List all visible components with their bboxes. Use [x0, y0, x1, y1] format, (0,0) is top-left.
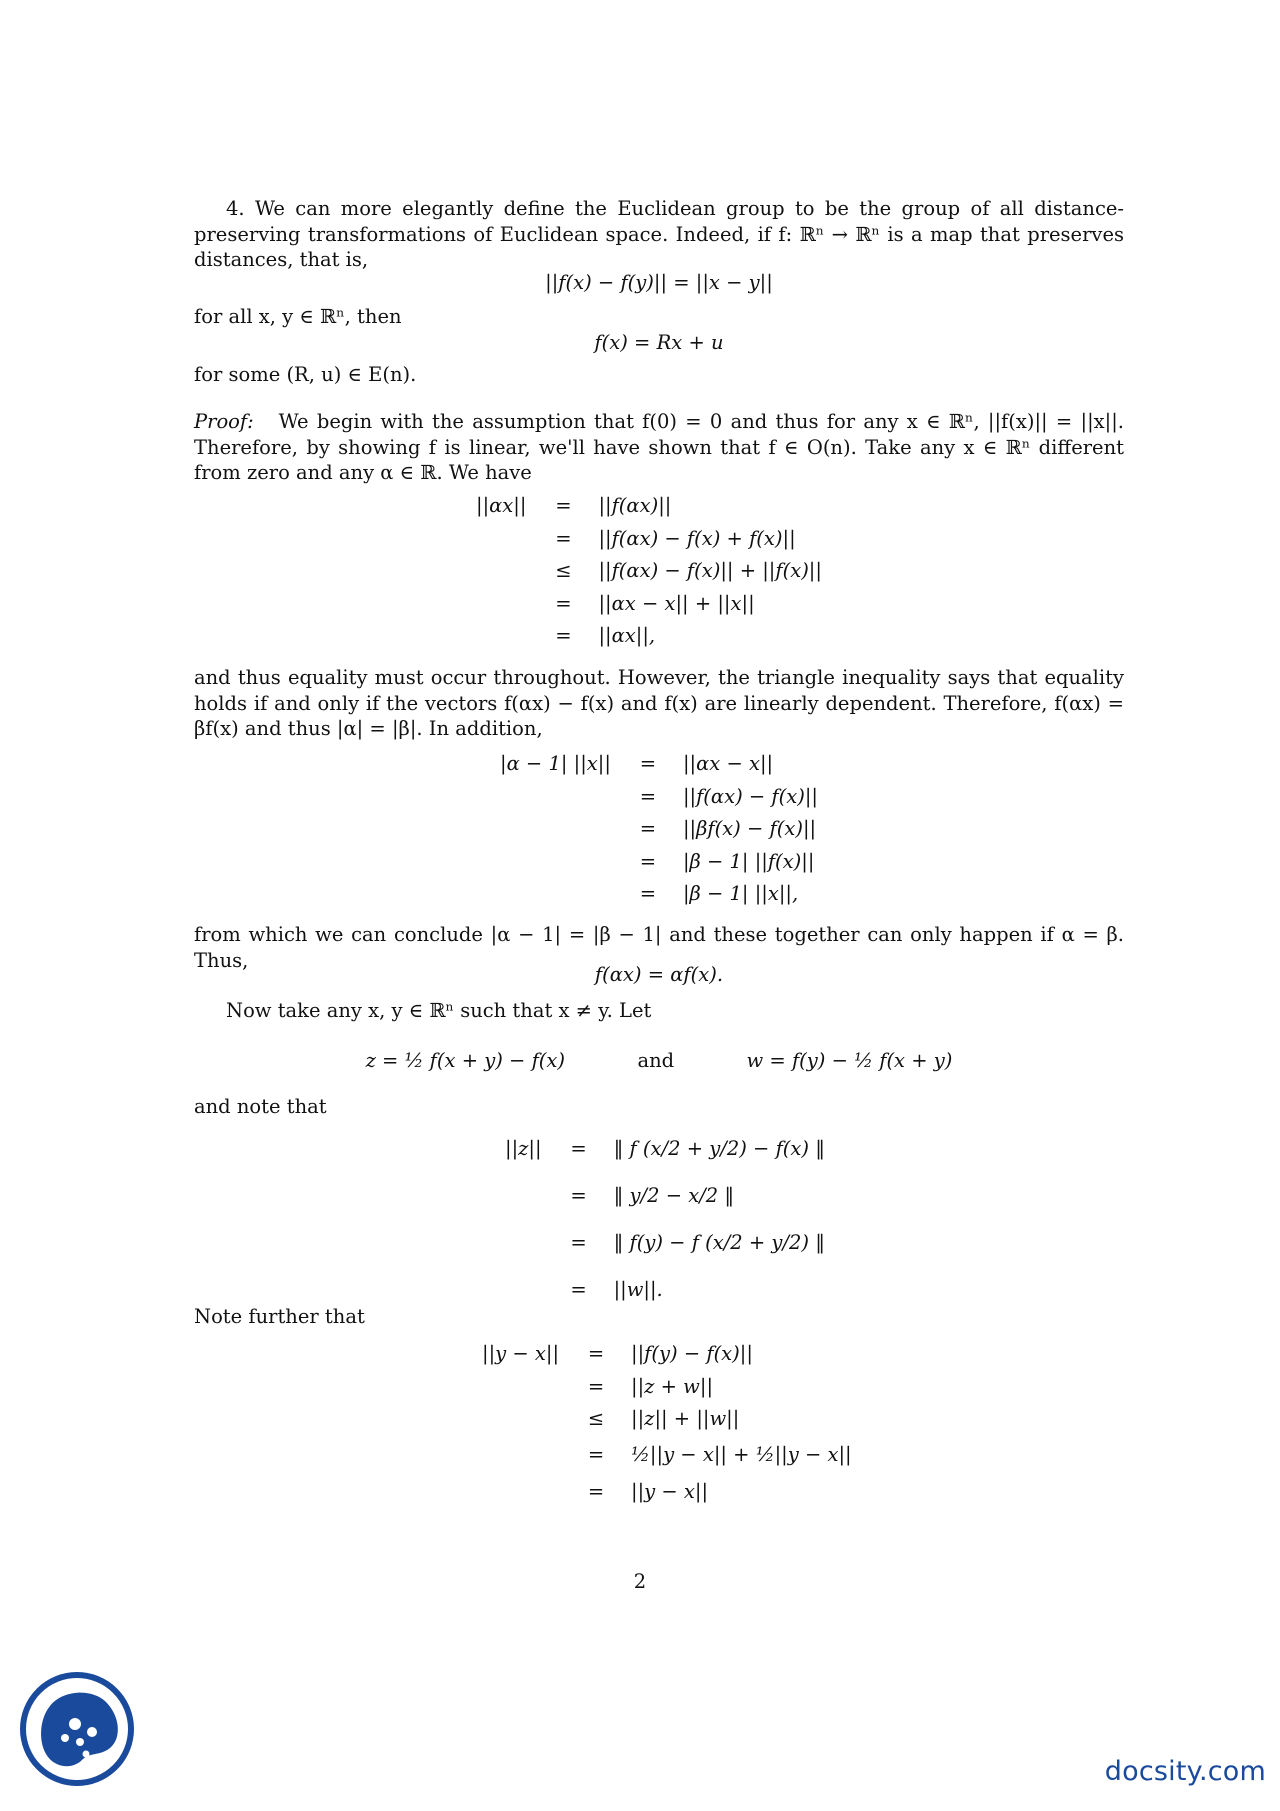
equation-cell: |α − 1| ||x|| [500, 752, 611, 775]
for-some-line: for some (R, u) ∈ E(n). [194, 363, 417, 386]
equation-cell: ||f(αx) − f(x) + f(x)|| [598, 526, 796, 550]
chain4-row [482, 1436, 852, 1476]
equation-cell: = [570, 1137, 587, 1160]
chain1-row [476, 620, 822, 653]
equation-cell: = [639, 817, 657, 840]
equation-cell: ≤ [587, 1407, 605, 1430]
equation-cell [505, 1219, 564, 1266]
equation-cell [500, 813, 633, 846]
proof-label: Proof: [194, 410, 254, 433]
equation-cell: ||f(αx) − f(x)|| + ||f(x)|| [598, 559, 822, 582]
chain2-row [500, 878, 818, 911]
equation-cell [476, 555, 548, 588]
equation-cell: ||w||. [613, 1278, 663, 1301]
proof-paragraph [194, 409, 1124, 486]
equation-cell: ‖ f(y) − f (x/2 + y/2) ‖ [613, 1231, 825, 1254]
equation-cell [476, 620, 548, 653]
equation-cell: = [570, 1231, 587, 1254]
chain3-row [505, 1172, 825, 1219]
chain4-row [482, 1476, 852, 1509]
equation-cell: ‖ f (x/2 + y/2) − f(x) ‖ [613, 1137, 825, 1160]
equation-cell: |β − 1| ||x||, [682, 882, 799, 905]
equation-cell: ||αx − x|| + ||x|| [598, 591, 755, 615]
chain4-row [482, 1338, 852, 1371]
equation-z: z = ½ f(x + y) − f(x) [365, 1049, 566, 1072]
equation-cell: = [639, 882, 657, 905]
equation-cell: |β − 1| ||f(x)|| [682, 849, 815, 873]
equation-chain-4 [482, 1338, 852, 1508]
equation-cell [505, 1172, 564, 1219]
equation-cell: = [639, 752, 657, 775]
equation-cell: ||z|| [505, 1137, 542, 1160]
equation-cell [476, 523, 548, 556]
equation-cell [482, 1436, 581, 1476]
equation-homogeneity: f(αx) = αf(x). [594, 963, 724, 986]
equation-cell: = [587, 1443, 605, 1467]
equation-cell: ||f(αx)|| [598, 494, 672, 517]
equation-cell: = [570, 1278, 587, 1301]
intro-paragraph: 4. We can more elegantly define the Euclidean group to be the group of all distance-preserving transformations of Euclidean space. Indeed, if f: ℝⁿ → ℝⁿ is a map that preserves distances, that is, [194, 197, 1124, 271]
equation-cell: = [555, 494, 572, 517]
chain3-row [505, 1125, 825, 1172]
chain1-row [476, 523, 822, 556]
equation-cell: = [555, 591, 572, 615]
equation-cell: ½||y − x|| + ½||y − x|| [631, 1443, 852, 1467]
and-word: and [637, 1049, 675, 1072]
docsity-logo-icon[interactable] [20, 1672, 135, 1787]
equation-cell: = [639, 784, 657, 808]
note-further-line: Note further that [194, 1305, 365, 1328]
equation-cell: ||αx||, [598, 624, 656, 647]
equation-cell: = [639, 849, 657, 873]
equation-cell: ||βf(x) − f(x)|| [682, 817, 817, 840]
equation-cell [500, 846, 633, 879]
conclude-paragraph: from which we can conclude |α − 1| = |β − 1| and these together can only happen if α = β. Thus, [194, 923, 1124, 972]
chain1-row [476, 588, 822, 621]
equation-cell [482, 1371, 581, 1404]
equation-cell: ||z|| + ||w|| [631, 1407, 740, 1430]
chain2-row [500, 813, 818, 846]
equation-cell [500, 781, 633, 814]
chain3-row [505, 1219, 825, 1266]
equation-cell: ≤ [555, 559, 572, 582]
chain4-row [482, 1371, 852, 1404]
equation-cell: ||y − x|| [482, 1342, 560, 1365]
equation-cell: = [555, 624, 572, 647]
equation-chain-1 [476, 490, 822, 653]
equation-cell [476, 588, 548, 621]
equation-cell: = [587, 1342, 605, 1365]
equation-cell: ||f(y) − f(x)|| [631, 1342, 753, 1365]
equation-w: w = f(y) − ½ f(x + y) [746, 1049, 953, 1072]
chain1-row [476, 555, 822, 588]
note-that-line: and note that [194, 1095, 327, 1118]
equation-cell: = [587, 1479, 605, 1503]
equation-cell: ||z + w|| [631, 1374, 714, 1398]
equation-cell: ||αx − x|| [682, 752, 774, 775]
equation-cell: = [587, 1374, 605, 1398]
chain4-row [482, 1403, 852, 1436]
chain2-row [500, 748, 818, 781]
equation-cell: ‖ y/2 − x/2 ‖ [613, 1184, 735, 1207]
equation-chain-3 [505, 1125, 825, 1313]
equation-cell [482, 1476, 581, 1509]
chain1-row [476, 490, 822, 523]
equation-cell: = [555, 526, 572, 550]
for-all-line: for all x, y ∈ ℝⁿ, then [194, 305, 402, 328]
equation-cell [500, 878, 633, 911]
equation-cell [482, 1403, 581, 1436]
equation-distance: ||f(x) − f(y)|| = ||x − y|| [545, 271, 773, 294]
now-take-paragraph: Now take any x, y ∈ ℝⁿ such that x ≠ y. Let [226, 999, 652, 1022]
chain2-row [500, 781, 818, 814]
docsity-brand-link[interactable]: docsity.com [1104, 1756, 1266, 1787]
equation-chain-2 [500, 748, 818, 911]
proof-text: We begin with the assumption that f(0) = 0 and thus for any x ∈ ℝⁿ, ||f(x)|| = ||x||. Therefore, by showing f is linear, we'll have shown that f ∈ O(n). Take any x ∈ ℝⁿ different from zero and any α ∈ ℝ. We have [194, 410, 1124, 484]
equation-cell: = [570, 1184, 587, 1207]
page-number: 2 [633, 1570, 647, 1593]
equation-z-w [194, 1048, 1124, 1074]
equality-paragraph: and thus equality must occur throughout. However, the triangle inequality says that equality holds if and only if the vectors f(αx) − f(x) and f(x) are linearly dependent. Therefore, f(αx) = βf(x) and thus |α| = |β|. In addition, [194, 666, 1124, 740]
equation-cell: ||f(αx) − f(x)|| [682, 784, 818, 808]
chain2-row [500, 846, 818, 879]
equation-cell: ||αx|| [476, 494, 527, 517]
equation-cell: ||y − x|| [631, 1479, 709, 1503]
equation-affine: f(x) = Rx + u [594, 331, 724, 354]
